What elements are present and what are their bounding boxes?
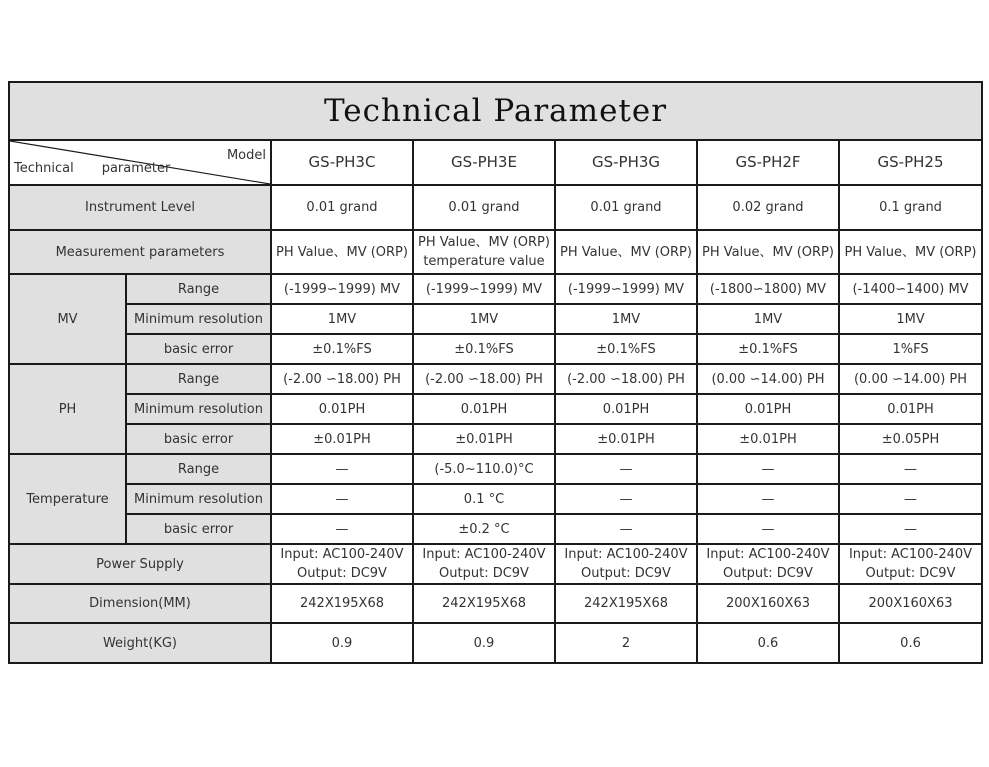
table-cell: 0.01 grand [413,185,555,230]
cell-line: Output: DC9V [297,566,387,581]
parameter-label: parameter [101,161,171,176]
table-cell: 242X195X68 [271,584,413,623]
table-cell: 0.01PH [271,394,413,424]
table-cell: (-2.00 ∽18.00) PH [555,364,697,394]
table-cell: — [555,454,697,484]
row-label: Instrument Level [9,185,271,230]
table-cell: (-5.0~110.0)°C [413,454,555,484]
table-cell: — [271,514,413,544]
table-row [9,584,982,623]
row-label: Measurement parameters [9,230,271,274]
table-cell: 0.01PH [413,394,555,424]
table-cell: (-1999∽1999) MV [555,274,697,304]
table-cell: — [697,514,839,544]
row-label: Dimension(MM) [9,584,271,623]
technical-parameter-header [14,159,170,178]
cell-line: PH Value、MV (ORP) [702,244,834,260]
model-name: GS-PH3E [413,140,555,185]
header-corner-cell [9,140,271,185]
table-cell: ±0.1%FS [413,334,555,364]
table-cell [413,544,555,584]
table-cell: 0.01PH [697,394,839,424]
table-cell: — [555,514,697,544]
table-cell [555,544,697,584]
model-name: GS-PH25 [839,140,982,185]
table-cell: 1MV [555,304,697,334]
technical-parameter-table [8,81,983,664]
table-cell: 0.1 grand [839,185,982,230]
model-name: GS-PH3G [555,140,697,185]
row-label: Range [126,274,271,304]
table-cell: — [555,484,697,514]
table-cell: ±0.01PH [697,424,839,454]
table-cell [839,230,982,274]
table-cell: 0.9 [271,623,413,663]
table-cell: 0.01 grand [555,185,697,230]
table-cell: 1MV [413,304,555,334]
table-cell: — [839,454,982,484]
table-cell: ±0.1%FS [271,334,413,364]
table-cell: ±0.1%FS [697,334,839,364]
table-cell: ±0.01PH [555,424,697,454]
table-cell: 1MV [839,304,982,334]
table-cell [697,544,839,584]
cell-line: Input: AC100-240V [564,547,688,562]
cell-line: Input: AC100-240V [422,547,546,562]
table-cell: 0.01PH [839,394,982,424]
group-label: Temperature [9,454,126,544]
table-cell [271,230,413,274]
model-name: GS-PH3C [271,140,413,185]
table-row [9,544,982,584]
table-cell: — [839,514,982,544]
cell-line: Output: DC9V [723,566,813,581]
table-cell: ±0.01PH [271,424,413,454]
table-cell: 0.9 [413,623,555,663]
cell-line: temperature value [423,254,545,269]
table-row [9,230,982,274]
cell-line: PH Value、MV (ORP) [844,244,977,260]
table-row [9,394,982,424]
group-label: PH [9,364,126,454]
cell-line: Input: AC100-240V [280,547,404,562]
table-cell: (-2.00 ∽18.00) PH [271,364,413,394]
row-label: Range [126,364,271,394]
technical-label: Technical [14,161,74,176]
model-header-label: Model [226,148,266,163]
cell-line: PH Value、MV (ORP) [276,244,408,260]
table-cell: ±0.2 °C [413,514,555,544]
table-cell: 0.6 [697,623,839,663]
table-cell [555,230,697,274]
row-label: basic error [126,514,271,544]
table-cell: ±0.01PH [413,424,555,454]
row-label: basic error [126,424,271,454]
table-cell: 1%FS [839,334,982,364]
table-cell: 0.01PH [555,394,697,424]
table-cell: ±0.05PH [839,424,982,454]
table-cell: (-1800∽1800) MV [697,274,839,304]
group-label: MV [9,274,126,364]
table-cell: (-1400∽1400) MV [839,274,982,304]
row-label: Weight(KG) [9,623,271,663]
table-row [9,514,982,544]
table-cell: — [839,484,982,514]
table-title: Technical Parameter [9,82,982,140]
table-cell: 1MV [271,304,413,334]
row-label: Power Supply [9,544,271,584]
table-cell: 200X160X63 [839,584,982,623]
table-cell: 242X195X68 [413,584,555,623]
table-row [9,623,982,663]
model-name: GS-PH2F [697,140,839,185]
row-label: basic error [126,334,271,364]
cell-line: Output: DC9V [581,566,671,581]
table-cell: (0.00 ∽14.00) PH [839,364,982,394]
cell-line: Output: DC9V [865,566,956,581]
table-cell [271,544,413,584]
table-cell: (-2.00 ∽18.00) PH [413,364,555,394]
table-cell [697,230,839,274]
cell-line: Input: AC100-240V [706,547,830,562]
cell-line: PH Value、MV (ORP) [560,244,692,260]
table-cell: 2 [555,623,697,663]
spec-table-container [8,81,981,664]
table-cell: (-1999∽1999) MV [271,274,413,304]
table-row [9,454,982,484]
table-cell: — [697,454,839,484]
table-cell: 242X195X68 [555,584,697,623]
row-label: Minimum resolution [126,484,271,514]
table-cell: ±0.1%FS [555,334,697,364]
cell-line: Input: AC100-240V [848,547,973,562]
table-cell: (0.00 ∽14.00) PH [697,364,839,394]
table-cell: 200X160X63 [697,584,839,623]
table-row [9,274,982,304]
row-label: Minimum resolution [126,394,271,424]
row-label: Range [126,454,271,484]
table-row [9,484,982,514]
table-cell: (-1999∽1999) MV [413,274,555,304]
table-cell: 1MV [697,304,839,334]
cell-line: Output: DC9V [439,566,529,581]
table-cell: 0.02 grand [697,185,839,230]
table-cell [839,544,982,584]
table-row [9,424,982,454]
table-cell: — [697,484,839,514]
table-row [9,364,982,394]
table-cell: — [271,454,413,484]
table-cell: 0.01 grand [271,185,413,230]
table-cell: 0.6 [839,623,982,663]
table-cell: — [271,484,413,514]
cell-line: PH Value、MV (ORP) [418,235,550,250]
table-row [9,185,982,230]
table-cell: 0.1 °C [413,484,555,514]
table-cell [413,230,555,274]
table-row [9,304,982,334]
table-row [9,334,982,364]
row-label: Minimum resolution [126,304,271,334]
